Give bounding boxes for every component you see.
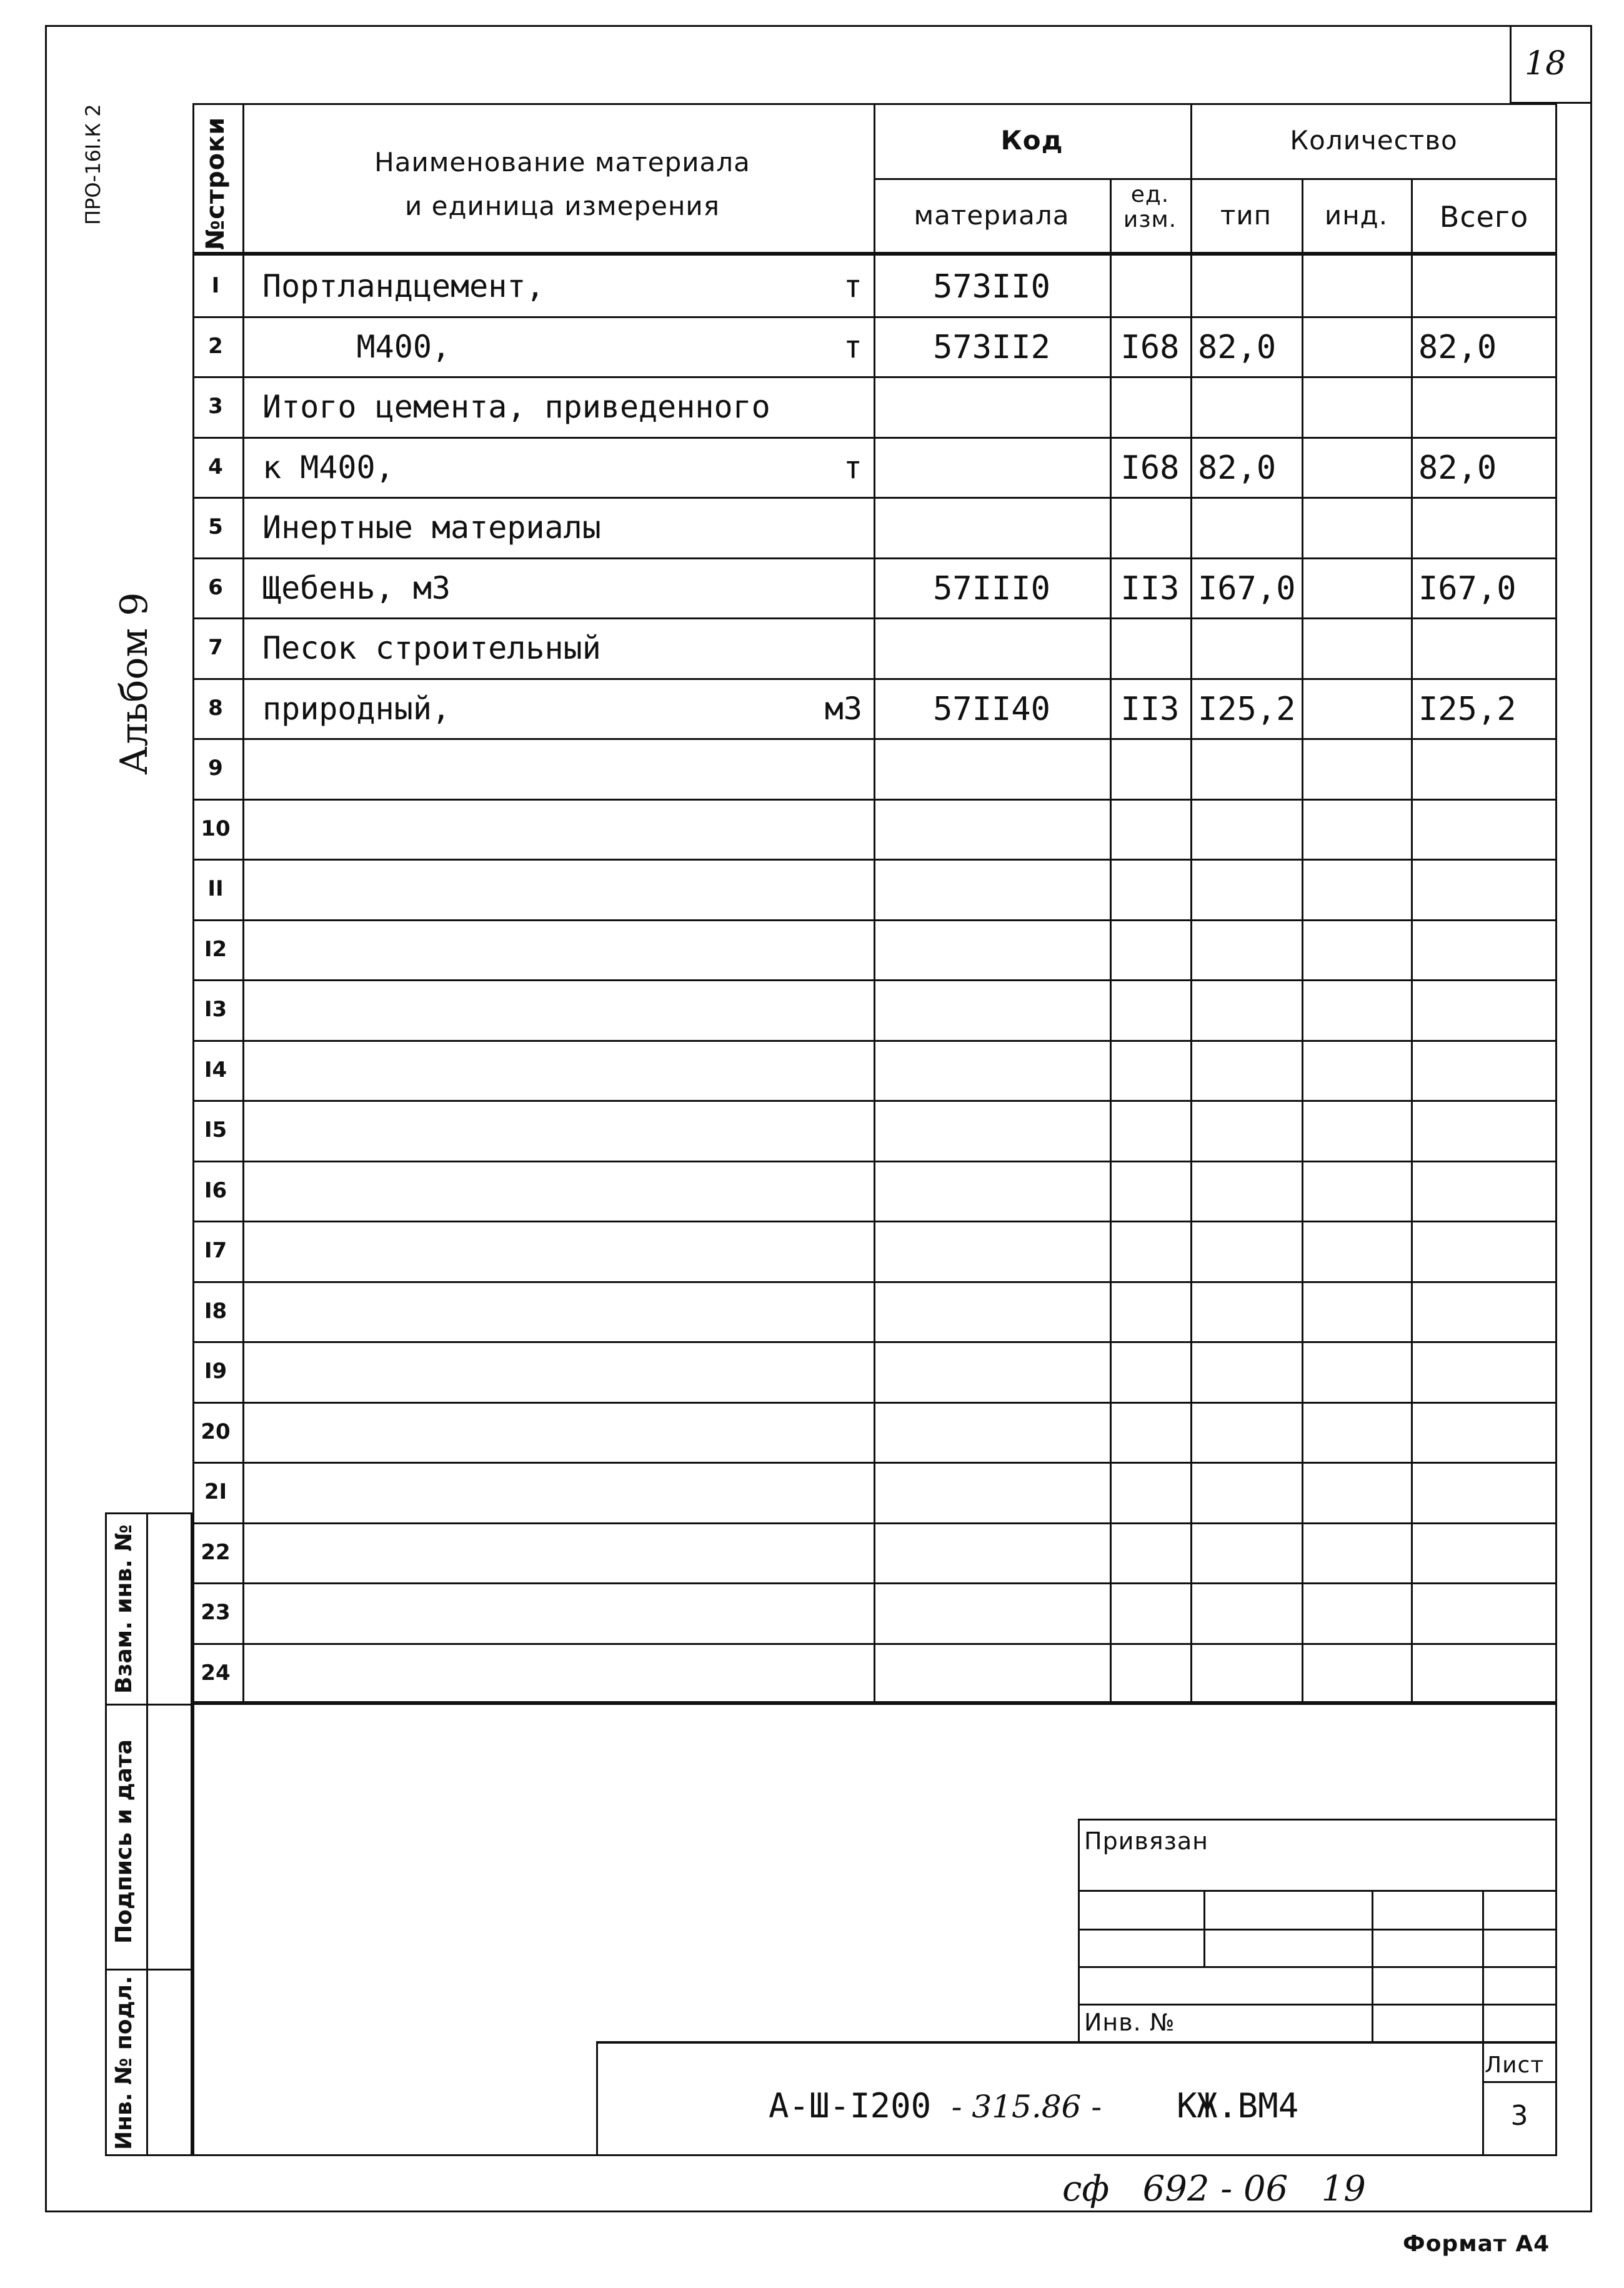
row-divider [192, 1281, 1557, 1283]
cell-name: Портландцемент, [262, 268, 545, 304]
stamp-line [596, 2041, 1557, 2044]
row-number: I6 [204, 1177, 227, 1203]
designation-code-a: А-Ш-I200 [769, 2086, 952, 2126]
designation-code-b: КЖ.ВМ4 [1177, 2086, 1299, 2126]
row-number: 8 [208, 695, 223, 721]
row-divider [192, 1100, 1557, 1102]
page-number: 18 [1525, 45, 1567, 82]
stamp-line [1078, 1890, 1557, 1892]
cell-tip: 82,0 [1198, 328, 1277, 366]
cell-ed: I68 [1120, 328, 1180, 366]
row-number: I5 [204, 1117, 227, 1142]
header-kolichestvo: Количество [1290, 125, 1458, 156]
cell-vsego: I67,0 [1418, 569, 1517, 607]
cell-tip: I25,2 [1198, 690, 1296, 728]
inv-no-label: Инв. № [1084, 2009, 1175, 2036]
cell-ed: I68 [1120, 449, 1180, 487]
stamp-line [1078, 1929, 1557, 1931]
row-divider [192, 738, 1557, 740]
cell-tip: 82,0 [1198, 449, 1277, 487]
row-divider [192, 316, 1557, 318]
row-number: 23 [201, 1600, 231, 1625]
row-number: I7 [204, 1238, 227, 1263]
row-number: I2 [204, 936, 227, 962]
header-mid-line [874, 178, 1557, 180]
col-line-tip [1302, 178, 1303, 1703]
row-divider [192, 1221, 1557, 1222]
row-number: 7 [208, 635, 223, 660]
cell-unit: т [843, 449, 862, 486]
list-value: 3 [1510, 2100, 1529, 2132]
cell-unit: м3 [824, 690, 862, 727]
cell-ed: II3 [1120, 569, 1180, 607]
header-tip: тип [1220, 200, 1272, 231]
inv-podl-label: Инв. № подл. [111, 1976, 137, 2150]
row-number: 22 [201, 1539, 231, 1565]
row-divider [192, 437, 1557, 439]
row-number: I3 [204, 997, 227, 1022]
row-divider [192, 979, 1557, 981]
format-label: Формат А4 [1403, 2231, 1550, 2257]
designation-hand: - 315.86 - [951, 2089, 1102, 2125]
stamp-line [1078, 1966, 1557, 1968]
cell-unit: т [843, 328, 862, 365]
row-divider [192, 557, 1557, 559]
row-divider [192, 1040, 1557, 1042]
row-number: I4 [204, 1057, 227, 1082]
row-divider [192, 1161, 1557, 1162]
cell-unit: т [843, 268, 862, 304]
row-number: I9 [204, 1359, 227, 1384]
row-divider [192, 497, 1557, 499]
row-number: 24 [201, 1660, 231, 1686]
margin-divider [105, 1969, 192, 1971]
row-number: 6 [208, 574, 223, 600]
row-number: 2 [208, 333, 223, 359]
stamp-line [1482, 2081, 1557, 2083]
cell-vsego: 82,0 [1418, 328, 1497, 366]
stamp-vline [596, 2041, 598, 2156]
row-number: I [211, 273, 220, 298]
row-number: 4 [208, 454, 223, 479]
list-label: Лист [1485, 2052, 1545, 2078]
header-name: Наименование материала и единица измерения [374, 147, 750, 221]
cell-name: М400, [262, 328, 451, 365]
row-number: 10 [201, 816, 231, 841]
row-divider [192, 376, 1557, 378]
col-line-code [1110, 178, 1112, 1703]
row-divider [192, 1402, 1557, 1404]
album-label: Альбом 9 [112, 592, 156, 775]
cell-name: к М400, [262, 449, 394, 486]
cell-code: 57II40 [933, 690, 1050, 728]
row-divider [192, 1462, 1557, 1464]
row-number: I8 [204, 1298, 227, 1324]
row-divider [192, 617, 1557, 619]
header-ed-izm: ед. изм. [1123, 182, 1177, 232]
row-divider [192, 1643, 1557, 1645]
top-code-label: ПРО-16I.К 2 [81, 104, 105, 225]
cell-name: природный, [262, 690, 451, 727]
cell-name: Итого цемента, приведенного [262, 389, 770, 425]
stamp-line [1078, 1819, 1557, 1821]
row-number: 9 [208, 756, 223, 781]
cell-ed: II3 [1120, 690, 1180, 728]
row-divider [192, 1582, 1557, 1584]
cell-name: Инертные материалы [262, 509, 601, 546]
header-material: материала [914, 200, 1070, 231]
cell-code: 57III0 [933, 569, 1050, 607]
privyazan-label: Привязан [1084, 1827, 1208, 1855]
row-number: 3 [208, 394, 223, 419]
row-divider [192, 1522, 1557, 1524]
row-number: 5 [208, 514, 223, 539]
row-divider [192, 678, 1557, 680]
cell-name: Песок строительный [262, 630, 601, 666]
stamp-line [1078, 2004, 1557, 2006]
cell-tip: I67,0 [1198, 569, 1296, 607]
cell-code: 573II0 [933, 268, 1050, 306]
cell-vsego: 82,0 [1418, 449, 1497, 487]
header-row-no: №строки [201, 116, 230, 250]
col-line-ind [1411, 178, 1413, 1703]
cell-vsego: I25,2 [1418, 690, 1517, 728]
row-divider [192, 919, 1557, 921]
margin-divider [105, 1704, 192, 1706]
cell-code: 573II2 [933, 328, 1050, 366]
row-number: 2I [204, 1479, 227, 1504]
stamp-vline [1078, 1819, 1080, 2041]
row-divider [192, 799, 1557, 801]
margin-strip-inner [146, 1512, 148, 2156]
row-number: 20 [201, 1419, 231, 1444]
handwritten-note: сф 692 - 06 19 [1062, 2169, 1366, 2209]
row-divider [192, 859, 1557, 861]
header-kod: Код [1000, 125, 1064, 156]
cell-name: Щебень, м3 [262, 569, 451, 606]
header-ind: инд. [1324, 200, 1388, 231]
row-number: II [207, 876, 224, 901]
podpis-data-label: Подпись и дата [111, 1739, 137, 1944]
row-divider [192, 1341, 1557, 1343]
header-vsego: Всего [1439, 200, 1529, 234]
stamp-vline [1372, 1890, 1373, 2041]
vzam-inv-label: Взам. инв. № [111, 1524, 137, 1694]
stamp-vline [1203, 1890, 1205, 1966]
designation [769, 2086, 1298, 2126]
